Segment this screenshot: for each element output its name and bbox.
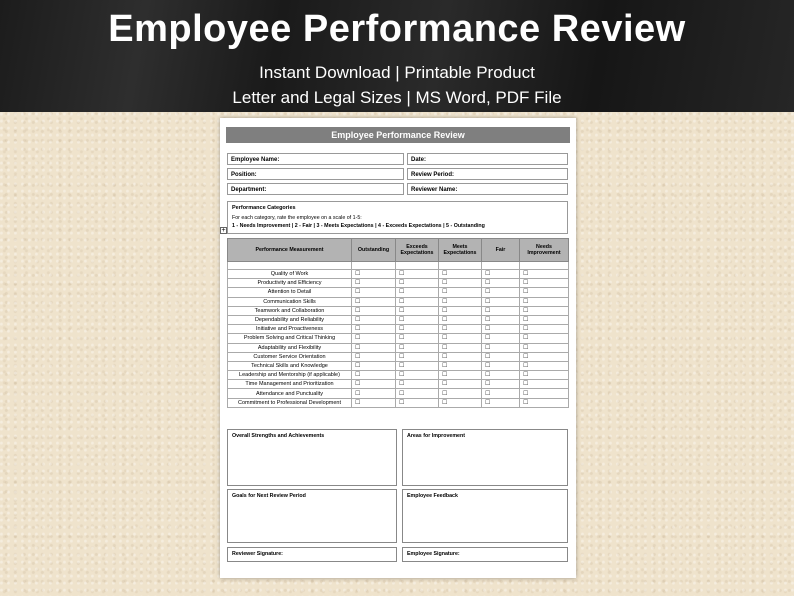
col-meets-expectations: Meets Expectations: [439, 239, 482, 262]
rating-checkbox[interactable]: ☐: [482, 380, 520, 389]
table-row: [228, 270, 569, 279]
table-row: [228, 371, 569, 380]
rating-checkbox[interactable]: ☐: [352, 361, 396, 370]
rating-checkbox[interactable]: ☐: [352, 334, 396, 343]
position-field[interactable]: Position:: [227, 168, 404, 180]
table-row: [228, 279, 569, 288]
rating-checkbox[interactable]: ☐: [520, 371, 569, 380]
rating-checkbox[interactable]: ☐: [352, 398, 396, 407]
rating-checkbox[interactable]: ☐: [396, 380, 439, 389]
measurement-label: Customer Service Orientation: [228, 352, 352, 361]
table-row: [228, 389, 569, 398]
rating-checkbox[interactable]: ☐: [352, 380, 396, 389]
measurement-label: Adaptability and Flexibility: [228, 343, 352, 352]
employee-signature-box[interactable]: Employee Signature:: [402, 547, 568, 562]
table-move-handle-icon[interactable]: +: [221, 227, 226, 234]
rating-checkbox[interactable]: ☐: [352, 315, 396, 324]
blank-cell: [352, 262, 396, 270]
date-field[interactable]: Date:: [407, 153, 568, 165]
blank-cell: [439, 262, 482, 270]
rating-checkbox[interactable]: ☐: [520, 315, 569, 324]
performance-categories-box: [227, 201, 568, 234]
performance-table-body: [228, 262, 569, 408]
rating-checkbox[interactable]: ☐: [482, 288, 520, 297]
measurement-label: Technical Skills and Knowledge: [228, 361, 352, 370]
measurement-label: Initiative and Proactiveness: [228, 325, 352, 334]
rating-checkbox[interactable]: ☐: [520, 334, 569, 343]
rating-checkbox[interactable]: ☐: [396, 334, 439, 343]
rating-checkbox[interactable]: ☐: [396, 371, 439, 380]
banner-subtitle-formats: Letter and Legal Sizes | MS Word, PDF File: [232, 88, 562, 107]
rating-checkbox[interactable]: ☐: [482, 279, 520, 288]
measurement-label: Attention to Detail: [228, 288, 352, 297]
rating-checkbox[interactable]: ☐: [439, 398, 482, 407]
table-row: [228, 306, 569, 315]
table-row: [228, 297, 569, 306]
measurement-label: Quality of Work: [228, 270, 352, 279]
rating-checkbox[interactable]: ☐: [352, 325, 396, 334]
categories-instruction: For each category, rate the employee on a scale of 1-5:: [232, 215, 362, 221]
rating-checkbox[interactable]: ☐: [352, 297, 396, 306]
rating-checkbox[interactable]: ☐: [352, 389, 396, 398]
rating-checkbox[interactable]: ☐: [396, 361, 439, 370]
rating-checkbox[interactable]: ☐: [482, 371, 520, 380]
measurement-label: Leadership and Mentorship (if applicable): [228, 371, 352, 380]
rating-checkbox[interactable]: ☐: [396, 343, 439, 352]
rating-checkbox[interactable]: ☐: [520, 297, 569, 306]
form-header: Employee Performance Review: [226, 127, 570, 143]
measurement-label: Time Management and Prioritization: [228, 380, 352, 389]
banner-title: Employee Performance Review: [108, 8, 686, 50]
department-field[interactable]: Department:: [227, 183, 404, 195]
performance-table: [227, 238, 569, 408]
col-needs-improvement: Needs Improvement: [520, 239, 569, 262]
rating-checkbox[interactable]: ☐: [439, 380, 482, 389]
review-form-sheet: [220, 118, 576, 578]
rating-checkbox[interactable]: ☐: [520, 288, 569, 297]
table-row: [228, 361, 569, 370]
col-exceeds-expectations: Exceeds Expectations: [396, 239, 439, 262]
table-row: [228, 315, 569, 324]
rating-checkbox[interactable]: ☐: [439, 352, 482, 361]
rating-checkbox[interactable]: ☐: [482, 361, 520, 370]
rating-checkbox[interactable]: ☐: [396, 270, 439, 279]
rating-checkbox[interactable]: ☐: [482, 398, 520, 407]
reviewer-name-field[interactable]: Reviewer Name:: [407, 183, 568, 195]
table-row: [228, 352, 569, 361]
blank-cell: [520, 262, 569, 270]
measurement-label: Attendance and Punctuality: [228, 389, 352, 398]
rating-checkbox[interactable]: ☐: [439, 334, 482, 343]
rating-checkbox[interactable]: ☐: [439, 279, 482, 288]
feedback-box[interactable]: Employee Feedback: [402, 489, 568, 543]
review-period-field[interactable]: Review Period:: [407, 168, 568, 180]
blank-cell: [396, 262, 439, 270]
table-row: [228, 325, 569, 334]
blank-cell: [228, 262, 352, 270]
rating-checkbox[interactable]: ☐: [352, 270, 396, 279]
rating-checkbox[interactable]: ☐: [482, 389, 520, 398]
rating-checkbox[interactable]: ☐: [482, 315, 520, 324]
col-fair: Fair: [482, 239, 520, 262]
rating-checkbox[interactable]: ☐: [520, 380, 569, 389]
rating-checkbox[interactable]: ☐: [520, 306, 569, 315]
rating-checkbox[interactable]: ☐: [520, 352, 569, 361]
goals-box[interactable]: Goals for Next Review Period: [227, 489, 397, 543]
rating-checkbox[interactable]: ☐: [520, 270, 569, 279]
rating-checkbox[interactable]: ☐: [396, 389, 439, 398]
col-performance-measurement: Performance Measurement: [228, 239, 352, 262]
table-row: [228, 398, 569, 407]
rating-checkbox[interactable]: ☐: [482, 352, 520, 361]
rating-checkbox[interactable]: ☐: [352, 288, 396, 297]
employee-name-field[interactable]: Employee Name:: [227, 153, 404, 165]
rating-checkbox[interactable]: ☐: [396, 288, 439, 297]
rating-checkbox[interactable]: ☐: [439, 389, 482, 398]
rating-checkbox[interactable]: ☐: [482, 306, 520, 315]
col-outstanding: Outstanding: [352, 239, 396, 262]
strengths-box[interactable]: Overall Strengths and Achievements: [227, 429, 397, 486]
rating-checkbox[interactable]: ☐: [520, 325, 569, 334]
measurement-label: Commitment to Professional Development: [228, 398, 352, 407]
rating-checkbox[interactable]: ☐: [482, 334, 520, 343]
rating-checkbox[interactable]: ☐: [482, 325, 520, 334]
rating-checkbox[interactable]: ☐: [439, 315, 482, 324]
rating-checkbox[interactable]: ☐: [439, 343, 482, 352]
rating-checkbox[interactable]: ☐: [520, 279, 569, 288]
rating-checkbox[interactable]: ☐: [520, 361, 569, 370]
measurement-label: Dependability and Reliability: [228, 315, 352, 324]
rating-checkbox[interactable]: ☐: [352, 352, 396, 361]
rating-checkbox[interactable]: ☐: [439, 361, 482, 370]
measurement-label: Productivity and Efficiency: [228, 279, 352, 288]
banner-subtitle-download: Instant Download | Printable Product: [259, 63, 535, 82]
rating-checkbox[interactable]: ☐: [520, 389, 569, 398]
blank-cell: [482, 262, 520, 270]
rating-checkbox[interactable]: ☐: [396, 325, 439, 334]
blank-row: [228, 262, 569, 270]
rating-checkbox[interactable]: ☐: [352, 371, 396, 380]
table-row: [228, 334, 569, 343]
measurement-label: Communication Skills: [228, 297, 352, 306]
rating-checkbox[interactable]: ☐: [396, 315, 439, 324]
table-row: [228, 343, 569, 352]
rating-checkbox[interactable]: ☐: [396, 398, 439, 407]
promo-banner: [0, 0, 794, 112]
rating-checkbox[interactable]: ☐: [520, 343, 569, 352]
improvement-box[interactable]: Areas for Improvement: [402, 429, 568, 486]
rating-checkbox[interactable]: ☐: [482, 297, 520, 306]
rating-scale: 1 - Needs Improvement | 2 - Fair | 3 - Meets Expectations | 4 - Exceeds Expectations | 5 - Outstanding: [232, 223, 485, 229]
table-row: [228, 288, 569, 297]
rating-checkbox[interactable]: ☐: [439, 297, 482, 306]
rating-checkbox[interactable]: ☐: [482, 270, 520, 279]
table-row: [228, 380, 569, 389]
rating-checkbox[interactable]: ☐: [396, 297, 439, 306]
rating-checkbox[interactable]: ☐: [439, 288, 482, 297]
reviewer-signature-box[interactable]: Reviewer Signature:: [227, 547, 397, 562]
rating-checkbox[interactable]: ☐: [396, 306, 439, 315]
rating-checkbox[interactable]: ☐: [396, 279, 439, 288]
table-header-row: [228, 239, 569, 262]
rating-checkbox[interactable]: ☐: [439, 270, 482, 279]
rating-checkbox[interactable]: ☐: [396, 352, 439, 361]
rating-checkbox[interactable]: ☐: [439, 306, 482, 315]
categories-title: Performance Categories: [232, 205, 296, 211]
rating-checkbox[interactable]: ☐: [352, 343, 396, 352]
rating-checkbox[interactable]: ☐: [439, 371, 482, 380]
rating-checkbox[interactable]: ☐: [352, 306, 396, 315]
rating-checkbox[interactable]: ☐: [482, 343, 520, 352]
rating-checkbox[interactable]: ☐: [520, 398, 569, 407]
rating-checkbox[interactable]: ☐: [439, 325, 482, 334]
measurement-label: Problem Solving and Critical Thinking: [228, 334, 352, 343]
measurement-label: Teamwork and Collaboration: [228, 306, 352, 315]
rating-checkbox[interactable]: ☐: [352, 279, 396, 288]
